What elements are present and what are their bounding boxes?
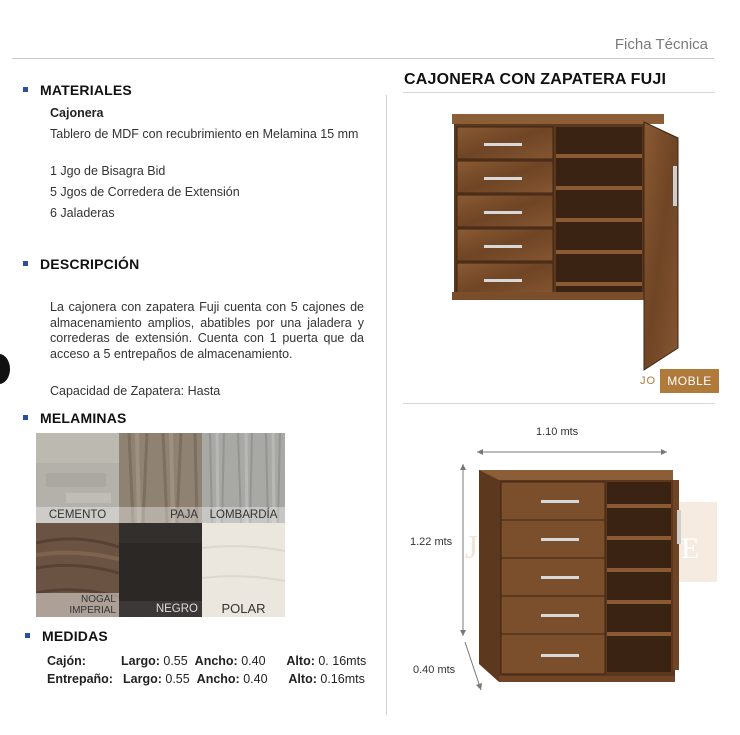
- ancho-label: Ancho:: [196, 672, 240, 686]
- medidas-row-cajon: [47, 654, 366, 668]
- descripcion-bullet: [23, 261, 28, 266]
- swatch-lombardia: [202, 433, 285, 523]
- materiales-item: 6 Jaladeras: [50, 206, 115, 220]
- largo-value: 0.55: [165, 672, 190, 686]
- watermark-text: J: [465, 529, 479, 566]
- materiales-item: 5 Jgos de Corredera de Extensión: [50, 185, 240, 199]
- swatch-label: CEMENTO: [36, 507, 119, 523]
- image-divider: [403, 403, 715, 404]
- product-title: CAJONERA CON ZAPATERA FUJI: [404, 71, 667, 88]
- ancho-value: 0.40: [243, 672, 268, 686]
- melaminas-bullet: [23, 415, 28, 420]
- edge-marker: [0, 354, 10, 384]
- swatch-negro: [119, 523, 202, 617]
- watermark-text: E: [681, 532, 700, 565]
- alto-value: 0.16mts: [320, 672, 365, 686]
- materiales-bullet: [23, 87, 28, 92]
- dimension-width: 1.10 mts: [536, 426, 579, 438]
- column-divider: [386, 95, 387, 715]
- swatch-nogal-imperial: [36, 523, 119, 617]
- medidas-row-entrepano: [47, 672, 365, 686]
- alto-value: 0. 16mts: [318, 654, 367, 668]
- product-dimension-drawing: [455, 440, 720, 700]
- swatch-label: NEGRO: [119, 601, 202, 617]
- melaminas-title: MELAMINAS: [40, 410, 127, 426]
- row-name: Entrepaño:: [47, 672, 113, 686]
- dimension-depth: 0.40 mts: [413, 664, 456, 676]
- dimension-height: 1.22 mts: [410, 536, 453, 548]
- title-underline: [403, 92, 715, 93]
- medidas-title: MEDIDAS: [42, 628, 108, 644]
- product-photo-front: [450, 108, 690, 373]
- header-divider: [12, 58, 714, 59]
- materiales-title: MATERIALES: [40, 82, 132, 98]
- swatch-label: NOGAL IMPERIAL: [36, 593, 119, 617]
- swatch-label: PAJA: [119, 507, 202, 523]
- ancho-value: 0.40: [241, 654, 266, 668]
- ancho-label: Ancho:: [194, 654, 238, 668]
- largo-value: 0.55: [163, 654, 188, 668]
- materiales-item: Tablero de MDF con recubrimiento en Melamina 15 mm: [50, 127, 359, 141]
- largo-label: Largo:: [121, 654, 160, 668]
- swatch-label: LOMBARDÍA: [202, 507, 285, 523]
- page-header-title: Ficha Técnica: [614, 36, 708, 53]
- swatch-paja: [119, 433, 202, 523]
- alto-label: Alto:: [286, 654, 315, 668]
- descripcion-paragraph: La cajonera con zapatera Fuji cuenta con 5 cajones de almacenamiento amplios, abatibles por una jaladera y correderas de extensión. Cuenta con 1 puerta que da acceso a 5 entrepaños de almacenamiento.: [50, 300, 364, 362]
- materiales-item: 1 Jgo de Bisagra Bid: [50, 164, 166, 178]
- descripcion-capacity: Capacidad de Zapatera: Hasta: [50, 384, 221, 398]
- medidas-bullet: [25, 633, 30, 638]
- row-name: Cajón:: [47, 654, 86, 668]
- brand-logo: [636, 369, 719, 393]
- descripcion-title: DESCRIPCIÓN: [40, 256, 140, 272]
- largo-label: Largo:: [123, 672, 162, 686]
- swatch-label: POLAR: [221, 601, 266, 616]
- alto-label: Alto:: [288, 672, 317, 686]
- swatch-polar: [202, 523, 285, 617]
- logo-right: MOBLE: [660, 369, 719, 393]
- materiales-subtitle: Cajonera: [50, 106, 104, 120]
- logo-left: JO: [639, 375, 657, 387]
- swatch-cemento: [36, 433, 119, 523]
